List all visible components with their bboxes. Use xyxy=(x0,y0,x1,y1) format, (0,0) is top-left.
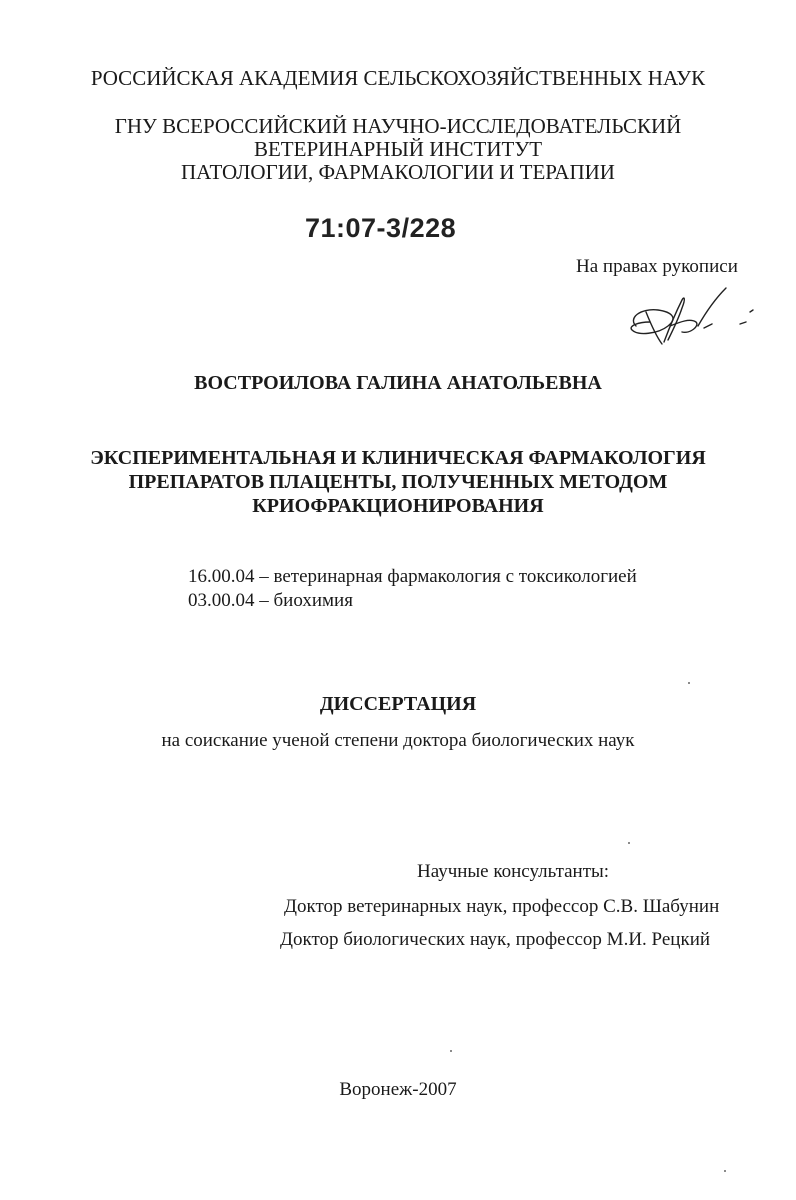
handwritten-signature-icon xyxy=(620,282,760,357)
degree-line: на соискание ученой степени доктора биологических наук xyxy=(161,730,635,751)
scan-speck xyxy=(688,682,690,684)
scan-speck xyxy=(724,1170,726,1172)
consultant-1: Доктор ветеринарных наук, профессор С.В. Шабунин xyxy=(284,896,720,917)
scan-speck xyxy=(628,842,630,844)
consultant-2: Доктор биологических наук, профессор М.И. Рецкий xyxy=(280,929,711,950)
thesis-title-line-1: ЭКСПЕРИМЕНТАЛЬНАЯ И КЛИНИЧЕСКАЯ ФАРМАКОЛОГИЯ xyxy=(90,447,706,469)
manuscript-note: На правах рукописи xyxy=(576,256,738,277)
thesis-title-line-3: КРИОФРАКЦИОНИРОВАНИЯ xyxy=(252,495,544,517)
thesis-title-line-2: ПРЕПАРАТОВ ПЛАЦЕНТЫ, ПОЛУЧЕННЫХ МЕТОДОМ xyxy=(128,471,668,493)
catalog-code-stamp: 71:07-3/228 xyxy=(305,213,457,243)
institute-name-line-2: ВЕТЕРИНАРНЫЙ ИНСТИТУТ xyxy=(253,137,543,161)
specialty-line-2: 03.00.04 – биохимия xyxy=(188,590,353,611)
specialty-line-1: 16.00.04 – ветеринарная фармакология с токсикологией xyxy=(188,566,637,587)
scan-speck xyxy=(450,1050,452,1052)
consultants-heading: Научные консультанты: xyxy=(417,861,610,882)
author-name: ВОСТРОИЛОВА ГАЛИНА АНАТОЛЬЕВНА xyxy=(194,372,602,394)
academy-name: РОССИЙСКАЯ АКАДЕМИЯ СЕЛЬСКОХОЗЯЙСТВЕННЫХ НАУК xyxy=(90,66,706,90)
document-type: ДИССЕРТАЦИЯ xyxy=(319,693,477,715)
institute-name-line-3: ПАТОЛОГИИ, ФАРМАКОЛОГИИ И ТЕРАПИИ xyxy=(181,160,615,184)
place-and-year: Воронеж-2007 xyxy=(339,1079,457,1100)
institute-name-line-1: ГНУ ВСЕРОССИЙСКИЙ НАУЧНО-ИССЛЕДОВАТЕЛЬСКИЙ xyxy=(114,114,682,138)
